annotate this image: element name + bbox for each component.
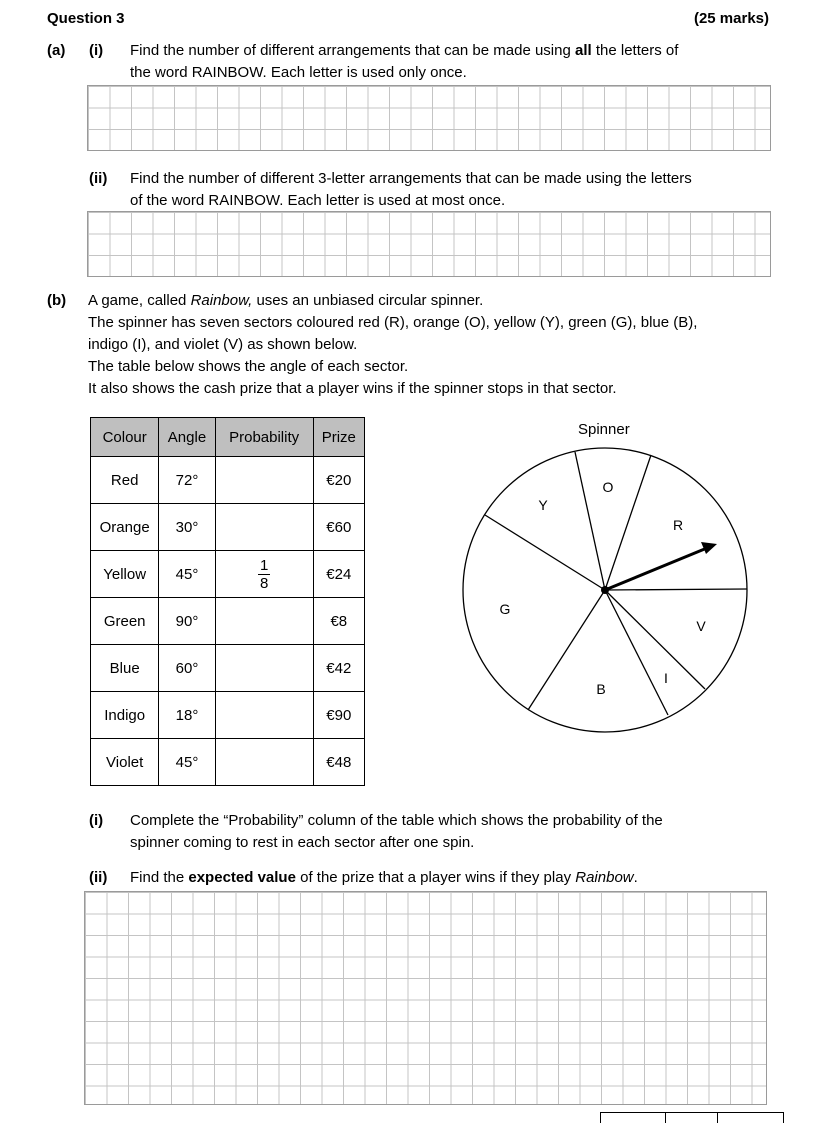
cell-prize: €42 — [313, 645, 364, 692]
answer-grid-a-i[interactable] — [87, 85, 771, 151]
cell-angle: 60° — [159, 645, 215, 692]
fraction-denominator: 8 — [259, 574, 269, 592]
divider-b-g — [528, 590, 605, 710]
table-row — [91, 457, 365, 504]
part-a-label: (a) — [47, 42, 66, 59]
label-violet: V — [696, 618, 706, 634]
divider-i-b — [605, 590, 668, 715]
cell-angle: 18° — [159, 692, 215, 739]
part-b-ii-label: (ii) — [89, 869, 108, 886]
cell-colour: Green — [91, 598, 159, 645]
cell-colour: Yellow — [91, 551, 159, 598]
spinner-title: Spinner — [578, 421, 630, 438]
cell-angle: 72° — [159, 457, 215, 504]
marks-box — [600, 1112, 784, 1123]
part-b-ii-question: Find the expected value of the prize that a player wins if they play Rainbow. — [130, 869, 638, 886]
cell-prize: €20 — [313, 457, 364, 504]
spinner-pivot — [601, 586, 609, 594]
cell-colour: Red — [91, 457, 159, 504]
spinner-diagram — [455, 440, 760, 745]
marks-box-divider — [717, 1113, 718, 1123]
table-row — [91, 504, 365, 551]
part-a-i-label: (i) — [89, 42, 104, 59]
prize-table — [90, 417, 365, 786]
label-red: R — [672, 517, 684, 533]
cell-colour: Blue — [91, 645, 159, 692]
part-b-i-question: Complete the “Probability” column of the table which shows the probability of the spinner coming to rest in each sector after one spin. — [130, 812, 663, 851]
spinner-arrow-shaft — [605, 548, 707, 590]
part-a-i-question: Find the number of different arrangements that can be made using all the letters of the word RAINBOW. Each letter is used only once. — [130, 42, 679, 81]
cell-probability-yellow — [215, 551, 313, 598]
cell-angle: 45° — [159, 739, 215, 786]
header-angle: Angle — [159, 418, 215, 457]
divider-g-y — [485, 515, 605, 590]
cell-prize: €90 — [313, 692, 364, 739]
marks-box-divider — [665, 1113, 666, 1123]
answer-grid-a-ii[interactable] — [87, 211, 771, 277]
table-row — [91, 692, 365, 739]
cell-colour: Indigo — [91, 692, 159, 739]
cell-prize: €48 — [313, 739, 364, 786]
part-b-intro: A game, called Rainbow, uses an unbiased circular spinner. The spinner has seven sectors coloured red (R), orange (O), yellow (Y), green (G), blue (B), indigo (I), and violet (V) as shown below. The table below shows the angle of each sector. It also shows the cash prize that a player wins if the spinner stops in that sector. — [88, 292, 698, 397]
table-row — [91, 551, 365, 598]
header-prize: Prize — [313, 418, 364, 457]
question-title: Question 3 — [47, 10, 125, 27]
cell-probability[interactable] — [215, 739, 313, 786]
cell-probability[interactable] — [215, 692, 313, 739]
cell-probability[interactable] — [215, 504, 313, 551]
cell-angle: 90° — [159, 598, 215, 645]
fraction — [258, 557, 270, 592]
divider-o-r — [602, 455, 651, 590]
label-green: G — [499, 601, 511, 617]
cell-prize: €8 — [313, 598, 364, 645]
divider-v-i — [605, 590, 705, 689]
cell-prize: €24 — [313, 551, 364, 598]
cell-probability[interactable] — [215, 645, 313, 692]
label-indigo: I — [664, 670, 668, 686]
answer-grid-b-ii[interactable] — [84, 891, 767, 1105]
table-header-row — [91, 418, 365, 457]
part-b-i-label: (i) — [89, 812, 104, 829]
cell-angle: 30° — [159, 504, 215, 551]
cell-prize: €60 — [313, 504, 364, 551]
question-marks: (25 marks) — [693, 10, 769, 27]
label-orange: O — [602, 479, 614, 495]
cell-angle: 45° — [159, 551, 215, 598]
divider-r-v — [605, 589, 747, 590]
header-probability: Probability — [215, 418, 313, 457]
fraction-numerator: 1 — [259, 556, 269, 574]
part-a-ii-label: (ii) — [89, 170, 108, 187]
cell-probability[interactable] — [215, 457, 313, 504]
part-a-ii-question: Find the number of different 3-letter arrangements that can be made using the letters of the word RAINBOW. Each letter is used at most once. — [130, 170, 692, 209]
part-b-label: (b) — [47, 292, 67, 309]
cell-colour: Violet — [91, 739, 159, 786]
table-row — [91, 598, 365, 645]
label-blue: B — [596, 681, 606, 697]
table-row — [91, 739, 365, 786]
cell-colour: Orange — [91, 504, 159, 551]
header-colour: Colour — [91, 418, 159, 457]
divider-y-o — [575, 452, 605, 590]
table-row — [91, 645, 365, 692]
label-yellow: Y — [538, 497, 548, 513]
cell-probability[interactable] — [215, 598, 313, 645]
